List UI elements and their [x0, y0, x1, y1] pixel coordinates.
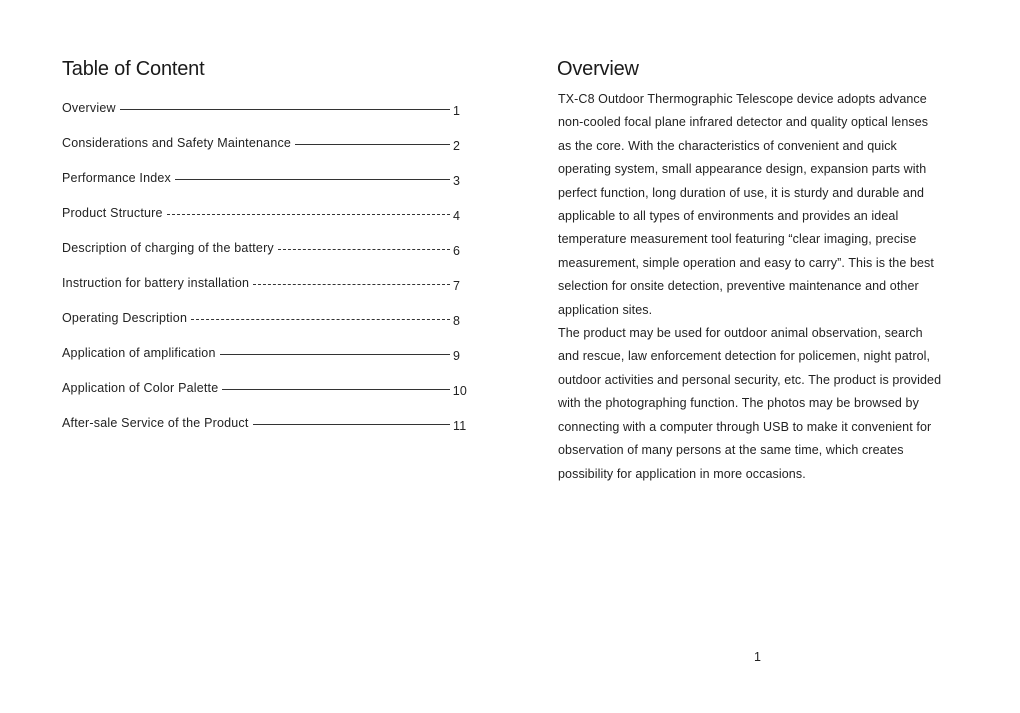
- overview-line: applicable to all types of environments and provides an ideal: [558, 209, 899, 224]
- toc-entry-page: 11: [453, 419, 467, 433]
- toc-entry-label: Operating Description: [62, 311, 188, 325]
- toc-entry-page: 6: [453, 244, 461, 258]
- toc-entry: [62, 235, 467, 258]
- toc-entry: [62, 130, 467, 153]
- toc-entry-page: 10: [452, 384, 467, 398]
- toc-leader-line: [175, 179, 450, 180]
- toc-leader-line: [253, 424, 450, 425]
- toc-entry: [62, 375, 467, 398]
- overview-line: with the photographing function. The photos may be browsed by: [558, 396, 919, 411]
- toc-leader-dashes: [167, 214, 450, 215]
- toc-entry-page: 3: [453, 174, 461, 188]
- toc-entry-label: Considerations and Safety Maintenance: [62, 136, 292, 150]
- overview-body: [558, 88, 968, 486]
- overview-line: TX-C8 Outdoor Thermographic Telescope device adopts advance: [558, 92, 927, 106]
- toc-entry-label: Instruction for battery installation: [62, 276, 250, 290]
- overview-line: temperature measurement tool featuring “clear imaging, precise: [558, 232, 917, 247]
- overview-title: Overview: [557, 58, 639, 80]
- toc-entry: [62, 270, 467, 293]
- toc-entry-label: Product Structure: [62, 206, 163, 220]
- toc-entry-label: Performance Index: [62, 171, 172, 185]
- toc-entry: [62, 305, 467, 328]
- overview-line: as the core. With the characteristics of convenient and quick: [558, 138, 897, 153]
- overview-line: application sites.: [558, 302, 653, 317]
- overview-line: operating system, small appearance design, expansion parts with: [558, 162, 927, 177]
- overview-line: connecting with a computer through USB to make it convenient for: [558, 419, 932, 434]
- toc-entry-label: Application of Color Palette: [62, 381, 219, 395]
- overview-line: and rescue, law enforcement detection for policemen, night patrol,: [558, 349, 931, 364]
- toc-entry-label: Description of charging of the battery: [62, 241, 274, 255]
- overview-line: measurement, simple operation and easy to carry”. This is the best: [558, 255, 934, 270]
- toc-entry: [62, 340, 467, 363]
- overview-line: The product may be used for outdoor animal observation, search: [558, 326, 923, 341]
- toc-entry-page: 9: [453, 349, 461, 363]
- toc-entry-page: 7: [453, 279, 461, 293]
- toc-entry-page: 1: [453, 104, 461, 118]
- toc-entry: [62, 95, 467, 118]
- toc-entry: [62, 200, 467, 223]
- toc-entry-label: Overview: [62, 101, 116, 115]
- toc-leader-line: [120, 109, 450, 110]
- toc-entry-page: 2: [453, 139, 461, 153]
- toc-leader-line: [295, 144, 450, 145]
- overview-line: selection for onsite detection, preventive maintenance and other: [558, 279, 919, 294]
- overview-line: outdoor activities and personal security, etc. The product is provided: [558, 372, 942, 387]
- toc-entry: [62, 410, 467, 433]
- toc-entry-label: After-sale Service of the Product: [62, 416, 249, 430]
- overview-line: perfect function, long duration of use, it is sturdy and durable and: [558, 185, 925, 200]
- toc-leader-line: [220, 354, 450, 355]
- toc-entry-label: Application of amplification: [62, 346, 216, 360]
- toc-leader-dashes: [278, 249, 450, 250]
- toc-entry-page: 4: [453, 209, 461, 223]
- toc-title: Table of Content: [62, 58, 205, 80]
- overview-line: possibility for application in more occasions.: [558, 466, 806, 481]
- toc-leader-dashes: [253, 284, 450, 285]
- toc-entry: [62, 165, 467, 188]
- overview-line: non-cooled focal plane infrared detector and quality optical lenses: [558, 115, 929, 130]
- overview-line: observation of many persons at the same time, which creates: [558, 443, 904, 458]
- toc-entry-page: 8: [453, 314, 461, 328]
- toc-leader-dashes: [191, 319, 450, 320]
- toc-leader-line: [222, 389, 449, 390]
- page-number: 1: [754, 650, 761, 664]
